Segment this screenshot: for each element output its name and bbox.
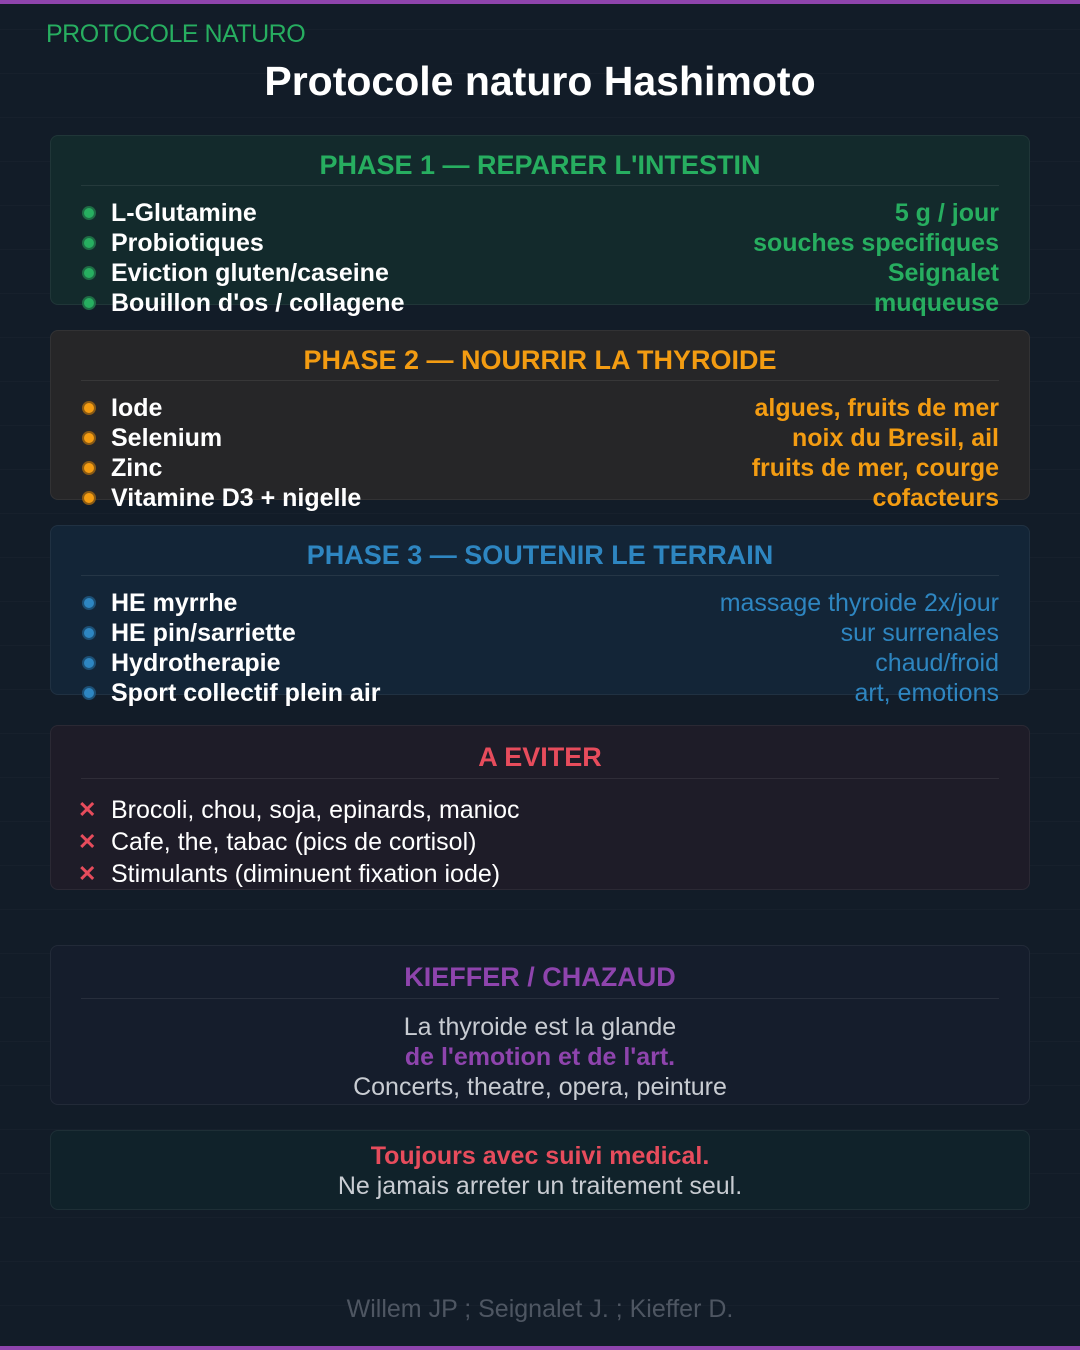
- bullet-dot-icon: [82, 491, 96, 505]
- avoid-title: A EVITER: [478, 742, 602, 772]
- bullet-dot-icon: [82, 401, 96, 415]
- quote-divider: [81, 998, 999, 999]
- item-label: Sport collectif plein air: [111, 679, 381, 707]
- bullet-dot-icon: [82, 461, 96, 475]
- list-item: [75, 858, 999, 890]
- item-note: Seignalet: [887, 259, 999, 287]
- list-item: [75, 794, 999, 826]
- list-item: [75, 678, 999, 708]
- item-note: cofacteurs: [872, 484, 999, 512]
- phase-1-card: [50, 135, 1030, 317]
- phase-1-title: PHASE 1 — REPARER L'INTESTIN: [319, 150, 761, 180]
- list-item: [75, 288, 999, 318]
- cross-icon: ✕: [78, 829, 97, 854]
- item-label: Iode: [111, 394, 163, 422]
- avoid-item-label: Stimulants (diminuent fixation iode): [111, 860, 501, 888]
- item-label: HE pin/sarriette: [111, 619, 296, 647]
- item-label: Vitamine D3 + nigelle: [111, 484, 362, 512]
- item-label: Hydrotherapie: [111, 649, 281, 677]
- list-item: [75, 826, 999, 858]
- item-note: sur surrenales: [840, 619, 999, 647]
- list-item: [75, 648, 999, 678]
- phase-3-card: [50, 525, 1030, 707]
- phase-2-title: PHASE 2 — NOURRIR LA THYROIDE: [303, 345, 777, 375]
- list-item: [75, 618, 999, 648]
- item-label: Selenium: [111, 424, 223, 452]
- item-label: Zinc: [111, 454, 163, 482]
- top-accent-bar: [0, 0, 1080, 4]
- page-kicker: PROTOCOLE NATURO: [46, 20, 306, 48]
- page-title: Protocole naturo Hashimoto: [264, 58, 816, 104]
- bullet-dot-icon: [82, 686, 96, 700]
- phase-2-divider: [81, 380, 999, 381]
- phase-2-card: [50, 330, 1030, 512]
- quote-line-1: La thyroide est la glande: [403, 1013, 677, 1041]
- quote-line-3: Concerts, theatre, opera, peinture: [353, 1073, 727, 1101]
- bullet-dot-icon: [82, 431, 96, 445]
- avoid-card: [50, 725, 1030, 890]
- list-item: [75, 393, 999, 423]
- item-label: L-Glutamine: [111, 199, 257, 227]
- quote-card: [50, 945, 1030, 1105]
- item-note: fruits de mer, courge: [751, 454, 999, 482]
- list-item: [75, 423, 999, 453]
- item-note: 5 g / jour: [894, 199, 999, 227]
- phase-3-divider: [81, 575, 999, 576]
- quote-title: KIEFFER / CHAZAUD: [404, 962, 676, 992]
- item-note: muqueuse: [873, 289, 999, 317]
- list-item: [75, 453, 999, 483]
- sources-footer: Willem JP ; Seignalet J. ; Kieffer D.: [346, 1295, 734, 1323]
- item-note: algues, fruits de mer: [754, 394, 999, 422]
- item-note: massage thyroide 2x/jour: [719, 589, 999, 617]
- bullet-dot-icon: [82, 626, 96, 640]
- item-note: chaud/froid: [875, 649, 999, 677]
- avoid-item-label: Cafe, the, tabac (pics de cortisol): [111, 828, 477, 856]
- cross-icon: ✕: [78, 861, 97, 886]
- item-note: art, emotions: [854, 679, 999, 707]
- item-label: Eviction gluten/caseine: [111, 259, 389, 287]
- list-item: [75, 228, 999, 258]
- list-item: [75, 258, 999, 288]
- item-note: noix du Bresil, ail: [792, 424, 999, 452]
- phase-1-divider: [81, 185, 999, 186]
- medical-note: Ne jamais arreter un traitement seul.: [337, 1172, 743, 1200]
- cross-icon: ✕: [78, 797, 97, 822]
- phase-3-title: PHASE 3 — SOUTENIR LE TERRAIN: [306, 540, 774, 570]
- bullet-dot-icon: [82, 296, 96, 310]
- list-item: [75, 588, 999, 618]
- item-label: Bouillon d'os / collagene: [111, 289, 405, 317]
- item-note: souches specifiques: [753, 229, 999, 257]
- bullet-dot-icon: [82, 656, 96, 670]
- avoid-item-label: Brocoli, chou, soja, epinards, manioc: [111, 796, 520, 824]
- item-label: HE myrrhe: [111, 589, 238, 617]
- item-label: Probiotiques: [111, 229, 264, 257]
- quote-line-2: de l'emotion et de l'art.: [404, 1043, 676, 1071]
- bullet-dot-icon: [82, 236, 96, 250]
- list-item: [75, 198, 999, 228]
- list-item: [75, 483, 999, 513]
- medical-notice-card: [50, 1130, 1030, 1210]
- medical-warning: Toujours avec suivi medical.: [370, 1142, 710, 1170]
- bullet-dot-icon: [82, 596, 96, 610]
- avoid-divider: [81, 778, 999, 779]
- bullet-dot-icon: [82, 206, 96, 220]
- bullet-dot-icon: [82, 266, 96, 280]
- bottom-accent-bar: [0, 1346, 1080, 1350]
